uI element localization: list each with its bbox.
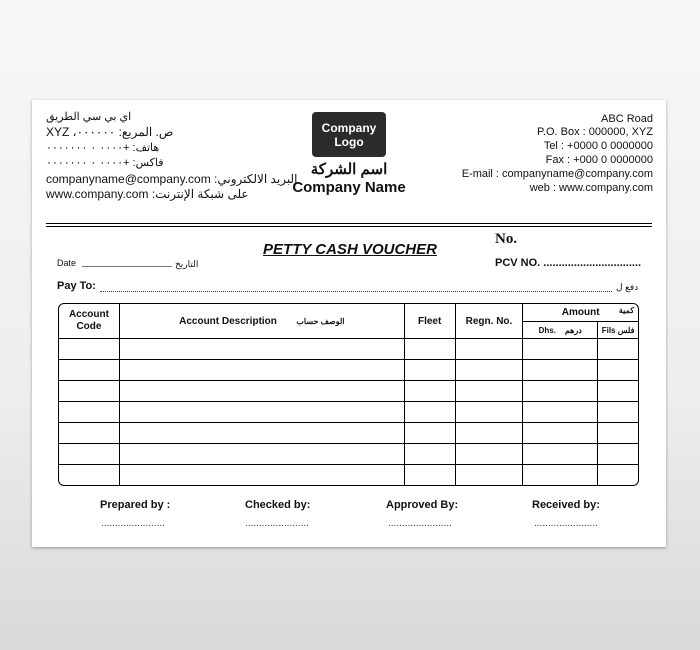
approved-by-label: Approved By:: [386, 499, 459, 511]
dhs-cell[interactable]: [523, 402, 598, 423]
header-fils-ar: فلس: [617, 325, 635, 335]
web-label-ar: على شبكة الإنترنت:: [151, 187, 249, 201]
pcv-no-field[interactable]: PCV NO. ................................: [495, 257, 642, 269]
tel-ar: هاتف: +٠٠٠٠ ٠ ٠٠٠٠٠٠٠: [46, 142, 160, 154]
header-divider-bottom: [46, 226, 652, 227]
company-logo: [312, 112, 386, 157]
header-account-code: Account Code: [59, 304, 120, 339]
table-row: [59, 444, 638, 465]
logo-line1: Company: [321, 120, 377, 135]
account-description-cell[interactable]: [120, 423, 405, 444]
received-by-field[interactable]: .......................: [534, 518, 598, 529]
received-by-label: Received by:: [532, 499, 600, 511]
fleet-cell[interactable]: [405, 381, 456, 402]
account-code-cell[interactable]: [59, 423, 120, 444]
header-fils: [598, 322, 638, 339]
web-en: web : www.company.com: [529, 182, 653, 194]
header-regn-no: Regn. No.: [456, 304, 524, 339]
account-code-cell[interactable]: [59, 339, 120, 360]
header-dhs: [523, 322, 598, 339]
logo-line2: Logo: [334, 134, 364, 149]
header-fils-en: Fils: [601, 325, 616, 335]
account-code-cell[interactable]: [59, 381, 120, 402]
prepared-by-label: Prepared by :: [100, 499, 171, 511]
pobox-ar: ص. المربع: ٠٠٠٠٠٠، XYZ: [46, 125, 174, 139]
header-dhs-ar: درهم: [564, 325, 582, 335]
dhs-cell[interactable]: [523, 465, 598, 485]
fils-cell[interactable]: [598, 339, 638, 360]
email-row: [46, 172, 297, 186]
voucher-title: PETTY CASH VOUCHER: [263, 241, 437, 258]
payto-label: Pay To:: [57, 280, 96, 292]
header-account-description-ar: الوصف حساب: [296, 316, 345, 326]
web-row: [46, 187, 249, 201]
header-amount-en: Amount: [561, 307, 600, 318]
fils-cell[interactable]: [598, 444, 638, 465]
table-row: [59, 339, 638, 360]
payto-field[interactable]: [100, 291, 612, 292]
regn-no-cell[interactable]: [456, 423, 524, 444]
voucher-no-label: No.: [495, 231, 518, 247]
date-label-ar: التاريخ: [175, 259, 199, 269]
header-account-description: [120, 304, 405, 339]
voucher-sheet: [32, 100, 666, 547]
tel-en: Tel : +0000 0 0000000: [543, 140, 653, 152]
address-en: ABC Road: [601, 113, 653, 125]
checked-by-label: Checked by:: [245, 499, 311, 511]
fleet-cell[interactable]: [405, 402, 456, 423]
dhs-cell[interactable]: [523, 444, 598, 465]
pobox-en: P.O. Box : 000000, XYZ: [537, 126, 653, 138]
regn-no-cell[interactable]: [456, 465, 524, 485]
approved-by-field[interactable]: .......................: [388, 518, 452, 529]
account-code-cell[interactable]: [59, 360, 120, 381]
header-dhs-en: Dhs.: [538, 325, 556, 335]
account-description-cell[interactable]: [120, 360, 405, 381]
account-code-cell[interactable]: [59, 444, 120, 465]
regn-no-cell[interactable]: [456, 381, 524, 402]
dhs-cell[interactable]: [523, 360, 598, 381]
regn-no-cell[interactable]: [456, 360, 524, 381]
header-account-description-en: Account Description: [179, 315, 277, 327]
payto-label-ar: دفع ل: [616, 282, 639, 292]
fils-cell[interactable]: [598, 360, 638, 381]
account-description-cell[interactable]: [120, 444, 405, 465]
fleet-cell[interactable]: [405, 339, 456, 360]
account-code-cell[interactable]: [59, 402, 120, 423]
date-field[interactable]: [82, 266, 172, 267]
table-row: [59, 381, 638, 402]
email-value-left: companyname@company.com: [46, 172, 211, 186]
header-amount-ar: كمية: [618, 306, 634, 315]
regn-no-cell[interactable]: [456, 339, 524, 360]
fleet-cell[interactable]: [405, 465, 456, 485]
table-row: [59, 360, 638, 381]
fleet-cell[interactable]: [405, 444, 456, 465]
web-value-left: www.company.com: [46, 187, 149, 201]
fleet-cell[interactable]: [405, 360, 456, 381]
regn-no-cell[interactable]: [456, 444, 524, 465]
table-row: [59, 402, 638, 423]
fax-en: Fax : +000 0 0000000: [545, 154, 653, 166]
fils-cell[interactable]: [598, 381, 638, 402]
prepared-by-field[interactable]: .......................: [101, 518, 165, 529]
regn-no-cell[interactable]: [456, 402, 524, 423]
checked-by-field[interactable]: .......................: [245, 518, 309, 529]
header-fleet: Fleet: [405, 304, 456, 339]
dhs-cell[interactable]: [523, 423, 598, 444]
account-description-cell[interactable]: [120, 402, 405, 423]
fils-cell[interactable]: [598, 465, 638, 485]
table-row: [59, 423, 638, 444]
account-description-cell[interactable]: [120, 465, 405, 485]
date-label: Date: [57, 258, 77, 268]
fleet-cell[interactable]: [405, 423, 456, 444]
fils-cell[interactable]: [598, 423, 638, 444]
dhs-cell[interactable]: [523, 339, 598, 360]
fils-cell[interactable]: [598, 402, 638, 423]
voucher-table-body: [59, 339, 638, 485]
voucher-table: [58, 303, 639, 486]
fax-ar: فاكس: +٠٠٠٠ ٠ ٠٠٠٠٠٠٠: [46, 157, 164, 169]
dhs-cell[interactable]: [523, 381, 598, 402]
account-code-cell[interactable]: [59, 465, 120, 485]
header-amount: [523, 304, 638, 322]
account-description-cell[interactable]: [120, 381, 405, 402]
company-name-ar: اسم الشركة: [310, 161, 388, 178]
table-row: [59, 465, 638, 485]
address-ar: اي بي سي الطريق: [46, 111, 132, 123]
email-label-ar: البريد الالكتروني:: [214, 172, 298, 186]
account-description-cell[interactable]: [120, 339, 405, 360]
email-en: E-mail : companyname@company.com: [461, 168, 653, 180]
header-divider-top: [46, 223, 652, 224]
company-name: Company Name: [292, 179, 406, 196]
